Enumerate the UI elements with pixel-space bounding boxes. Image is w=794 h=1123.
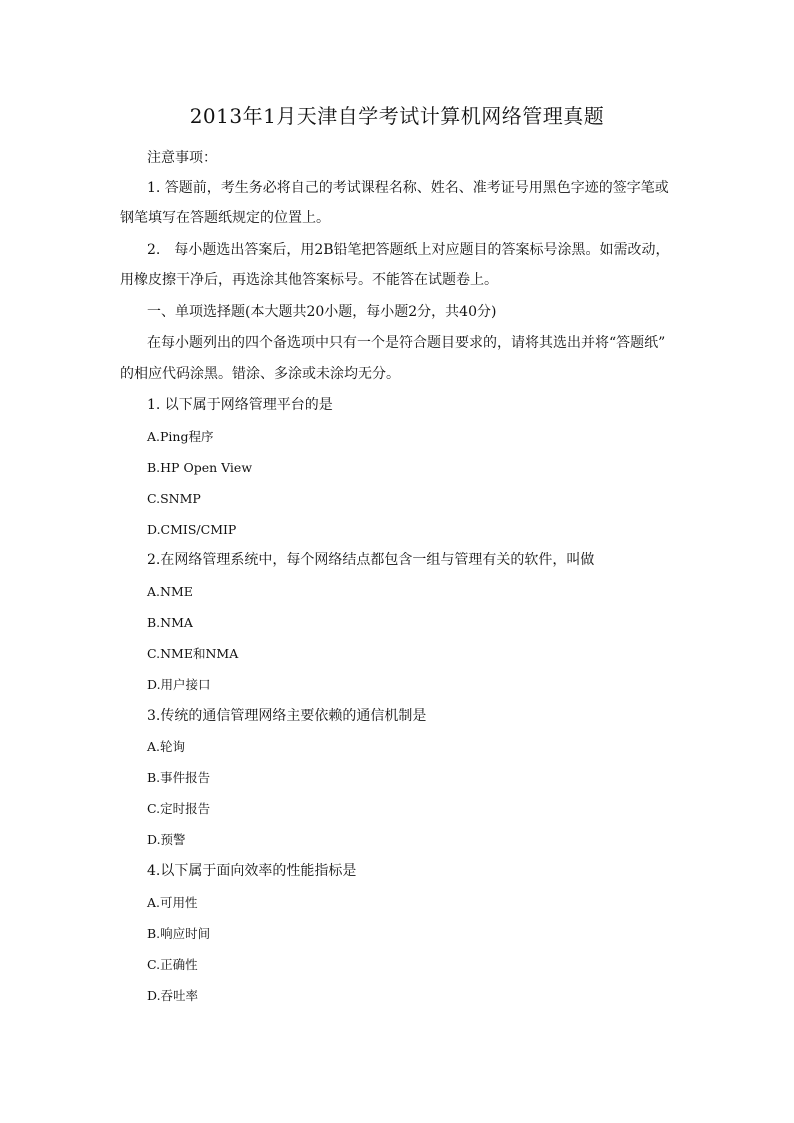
question-1-stem: 1. 以下属于网络管理平台的是 [147, 397, 333, 413]
question-2-option-c: C.NME和NMA [147, 646, 239, 661]
question-1-option-a: A.Ping程序 [147, 429, 214, 444]
question-4-option-d: D.吞吐率 [147, 988, 199, 1003]
notice-item-1-line-2: 钢笔填写在答题纸规定的位置上。 [120, 210, 330, 226]
notice-heading: 注意事项： [147, 150, 217, 166]
section-heading: 一、单项选择题(本大题共20小题，每小题2分，共40分) [147, 304, 497, 320]
question-3-option-a: A.轮询 [147, 739, 186, 754]
question-2-option-a: A.NME [147, 584, 193, 599]
question-3-stem: 3.传统的通信管理网络主要依赖的通信机制是 [147, 708, 427, 724]
section-instructions-line-1: 在每小题列出的四个备选项中只有一个是符合题目要求的，请将其选出并将“答题纸” [147, 335, 666, 351]
question-2-option-b: B.NMA [147, 615, 193, 630]
section-instructions-line-2: 的相应代码涂黑。错涂、多涂或未涂均无分。 [120, 366, 400, 382]
question-1-option-d: D.CMIS/CMIP [147, 522, 237, 537]
question-3-option-d: D.预警 [147, 832, 186, 847]
question-3-option-c: C.定时报告 [147, 801, 211, 816]
question-4-option-c: C.正确性 [147, 957, 198, 972]
question-4-option-a: A.可用性 [147, 895, 198, 910]
notice-item-2-line-2: 用橡皮擦干净后，再选涂其他答案标号。不能答在试题卷上。 [120, 272, 498, 288]
document-title: 2013年1月天津自学考试计算机网络管理真题 [189, 104, 605, 128]
notice-item-1-line-1: 1. 答题前，考生务必将自己的考试课程名称、姓名、准考证号用黑色字迹的签字笔或 [147, 180, 669, 196]
question-2-option-d: D.用户接口 [147, 677, 211, 692]
notice-item-2-line-1: 2. 每小题选出答案后，用2B铅笔把答题纸上对应题目的答案标号涂黑。如需改动， [147, 242, 670, 258]
question-2-stem: 2.在网络管理系统中，每个网络结点都包含一组与管理有关的软件，叫做 [147, 552, 595, 568]
question-4-option-b: B.响应时间 [147, 926, 211, 941]
question-3-option-b: B.事件报告 [147, 770, 211, 785]
question-1-option-c: C.SNMP [147, 491, 201, 506]
question-1-option-b: B.HP Open View [147, 460, 253, 475]
question-4-stem: 4.以下属于面向效率的性能指标是 [147, 863, 357, 879]
